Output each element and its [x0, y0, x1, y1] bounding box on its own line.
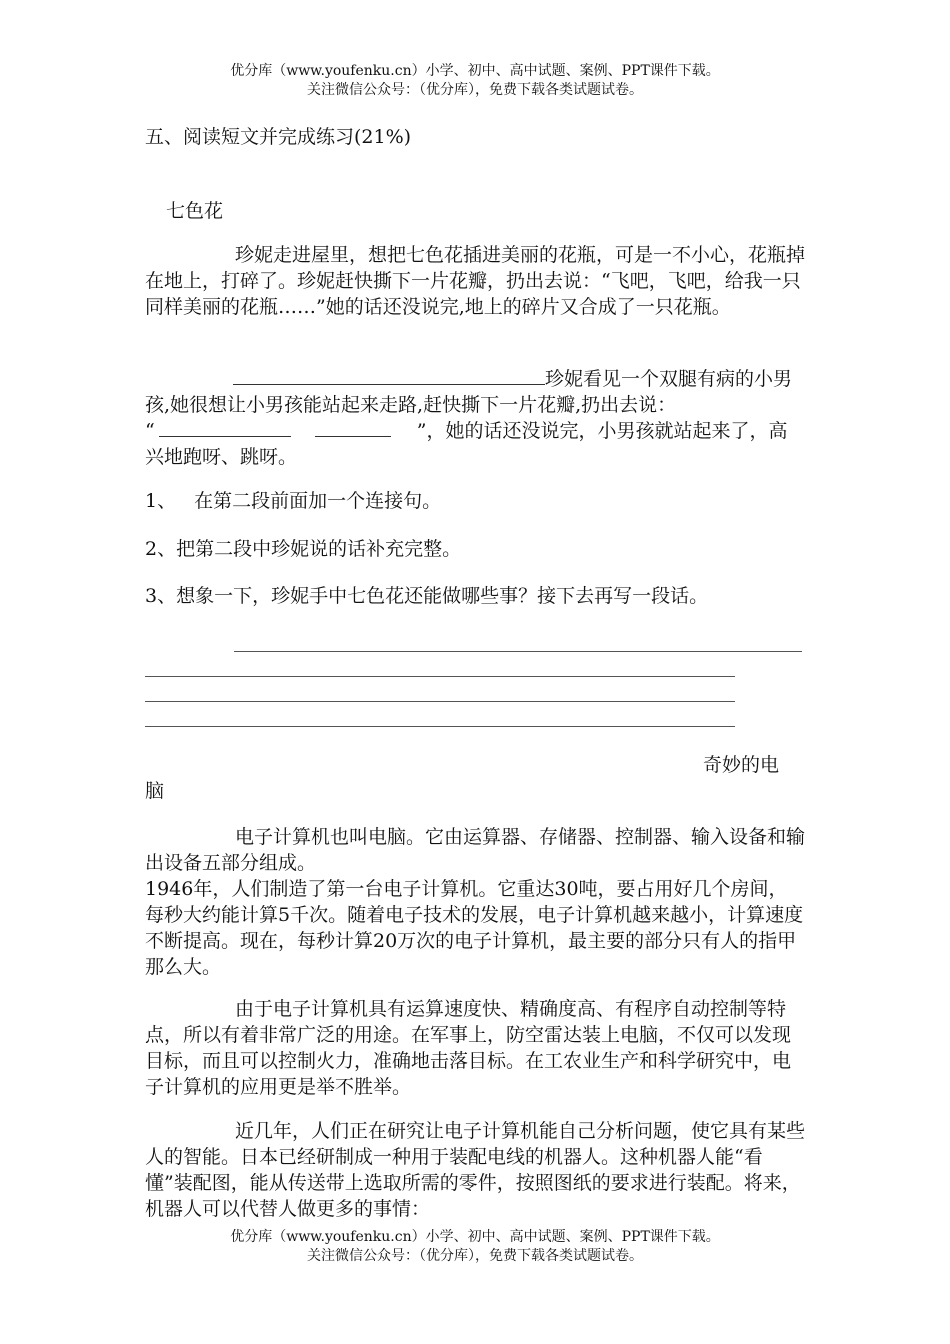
answer-line-2[interactable] [145, 676, 735, 677]
story2-paragraph-1: 电子计算机也叫电脑。它由运算器、存储器、控制器、输入设备和输出设备五部分组成。 [145, 826, 806, 874]
question-1: 1、 在第二段前面加一个连接句。 [145, 490, 442, 512]
page-footer [0, 1228, 950, 1266]
quote-blank-2[interactable] [315, 418, 391, 437]
story2-title: 奇妙的电 [703, 754, 780, 776]
header-line-1: 优分库（www.youfenku.cn）小学、初中、高中试题、案例、PPT课件下载。 [230, 63, 720, 79]
story1-title: 七色花 [166, 200, 224, 222]
header-line-2: 关注微信公众号：（优分库），免费下载各类试题试卷。 [307, 82, 643, 98]
footer-line-2: 关注微信公众号：（优分库），免费下载各类试题试卷。 [307, 1248, 643, 1264]
story2-paragraph-1b: 1946年，人们制造了第一台电子计算机。它重达30吨，要占用好几个房间，每秒大约能计算5千次。随着电子技术的发展，电子计算机越来越小，计算速度不断提高。现在，每秒计算20万次的电子计算机，最主要的部分只有人的指甲那么大。 [145, 878, 804, 978]
answer-line-4[interactable] [145, 726, 735, 727]
story2-title-continued: 脑 [145, 780, 165, 802]
story1-paragraph-1: 珍妮走进屋里，想把七色花插进美丽的花瓶，可是一不小心，花瓶掉在地上，打碎了。珍妮赶快撕下一片花瓣，扔出去说：“飞吧，飞吧，给我一只同样美丽的花瓶……”她的话还没说完,地上的碎片又合成了一只花瓶。 [145, 244, 806, 318]
footer-line-1: 优分库（www.youfenku.cn）小学、初中、高中试题、案例、PPT课件下载。 [230, 1229, 720, 1245]
story2-paragraph-3: 近几年，人们正在研究让电子计算机能自己分析问题，使它具有某些人的智能。日本已经研制成一种用于装配电线的机器人。这种机器人能“看懂”装配图，能从传送带上选取所需的零件，按照图纸的要求进行装配。将来，机器人可以代替人做更多的事情： [145, 1120, 806, 1220]
answer-line-3[interactable] [145, 701, 735, 702]
story1-paragraph-2: 珍妮看见一个双腿有病的小男孩,她很想让小男孩能站起来走路,赶快撕下一片花瓣,扔出去说： “ ”，她的话还没说完，小男孩就站起来了，高兴地跑呀、跳呀。 [145, 368, 793, 468]
page-header [0, 62, 950, 100]
connecting-sentence-blank[interactable] [233, 366, 545, 385]
question-3: 3、想象一下，珍妮手中七色花还能做哪些事？接下去再写一段话。 [145, 585, 709, 607]
story2-paragraph-2: 由于电子计算机具有运算速度快、精确度高、有程序自动控制等特点，所以有着非常广泛的用途。在军事上，防空雷达装上电脑，不仅可以发现目标，而且可以控制火力，准确地击落目标。在工农业生产和科学研究中，电子计算机的应用更是举不胜举。 [145, 998, 792, 1098]
answer-line-1[interactable] [234, 651, 802, 652]
quote-blank-1[interactable] [159, 418, 291, 437]
section-title: 五、阅读短文并完成练习(21%) [145, 126, 412, 148]
question-2: 2、把第二段中珍妮说的话补充完整。 [145, 538, 462, 560]
